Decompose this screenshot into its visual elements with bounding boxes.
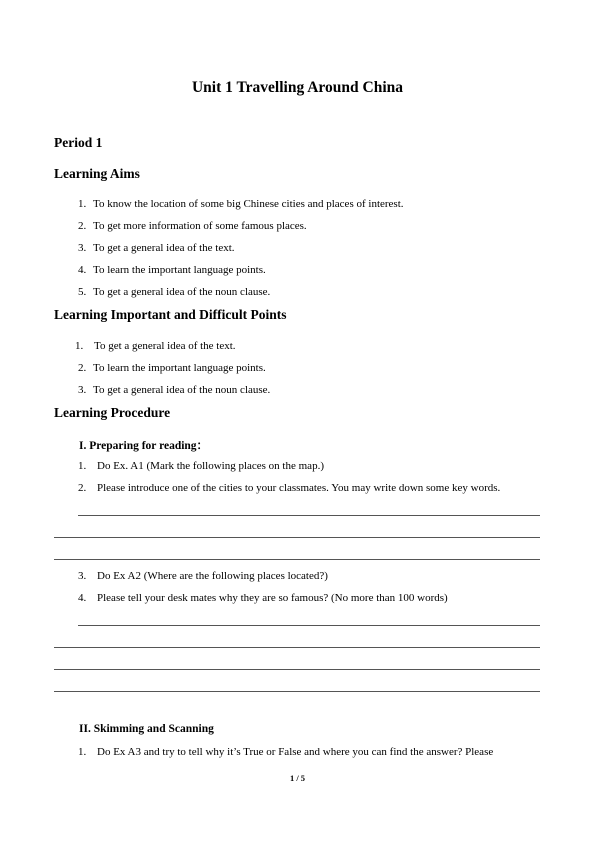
list-item [78, 242, 235, 254]
answer-line[interactable] [54, 559, 540, 560]
item-text: Do Ex A3 and try to tell why it’s True or False and where you can find the answer? Please [97, 746, 494, 758]
list-item [78, 384, 270, 396]
list-item [78, 460, 324, 472]
list-item [78, 362, 266, 374]
item-number: 4. [78, 264, 87, 276]
item-text: To know the location of some big Chinese cities and places of interest. [93, 198, 404, 210]
item-text: Do Ex A2 (Where are the following places located?) [97, 570, 328, 582]
answer-line[interactable] [78, 625, 540, 626]
answer-line[interactable] [54, 669, 540, 670]
points-heading: Learning Important and Difficult Points [54, 307, 287, 322]
list-item [78, 220, 307, 232]
item-text: To get a general idea of the noun clause. [93, 384, 271, 396]
item-text: To get more information of some famous places. [93, 220, 307, 232]
item-number: 4. [78, 592, 87, 604]
list-item [78, 570, 328, 582]
list-item [78, 482, 500, 494]
list-item [78, 198, 404, 210]
item-text: Please introduce one of the cities to your classmates. You may write down some key words. [97, 482, 501, 494]
item-number: 1. [78, 198, 87, 210]
answer-line[interactable] [54, 691, 540, 692]
item-text: To learn the important language points. [93, 264, 266, 276]
learning-aims-heading: Learning Aims [54, 166, 140, 181]
item-number: 3. [78, 242, 87, 254]
item-number: 2. [78, 220, 87, 232]
list-item [78, 286, 270, 298]
list-item [78, 264, 266, 276]
answer-line[interactable] [54, 647, 540, 648]
list-item [75, 340, 236, 352]
item-number: 1. [78, 746, 87, 758]
page-number: 1 / 5 [289, 773, 306, 783]
item-number: 1. [75, 340, 84, 352]
list-item [78, 746, 493, 758]
item-number: 2. [78, 362, 87, 374]
section-heading: I. Preparing for reading： [79, 440, 209, 452]
period-heading: Period 1 [54, 135, 103, 150]
procedure-heading: Learning Procedure [54, 405, 171, 420]
item-number: 5. [78, 286, 87, 298]
item-text: To get a general idea of the noun clause. [93, 286, 271, 298]
item-text: To get a general idea of the text. [94, 340, 236, 352]
item-text: To get a general idea of the text. [93, 242, 235, 254]
answer-line[interactable] [78, 515, 540, 516]
item-number: 1. [78, 460, 87, 472]
section-heading: II. Skimming and Scanning [79, 723, 214, 735]
item-text: Please tell your desk mates why they are so famous? (No more than 100 words) [97, 592, 448, 604]
item-number: 2. [78, 482, 87, 494]
answer-line[interactable] [54, 537, 540, 538]
item-number: 3. [78, 570, 87, 582]
item-number: 3. [78, 384, 87, 396]
item-text: Do Ex. A1 (Mark the following places on the map.) [97, 460, 324, 472]
list-item [78, 592, 448, 604]
page-title: Unit 1 Travelling Around China [191, 79, 404, 96]
item-text: To learn the important language points. [93, 362, 266, 374]
